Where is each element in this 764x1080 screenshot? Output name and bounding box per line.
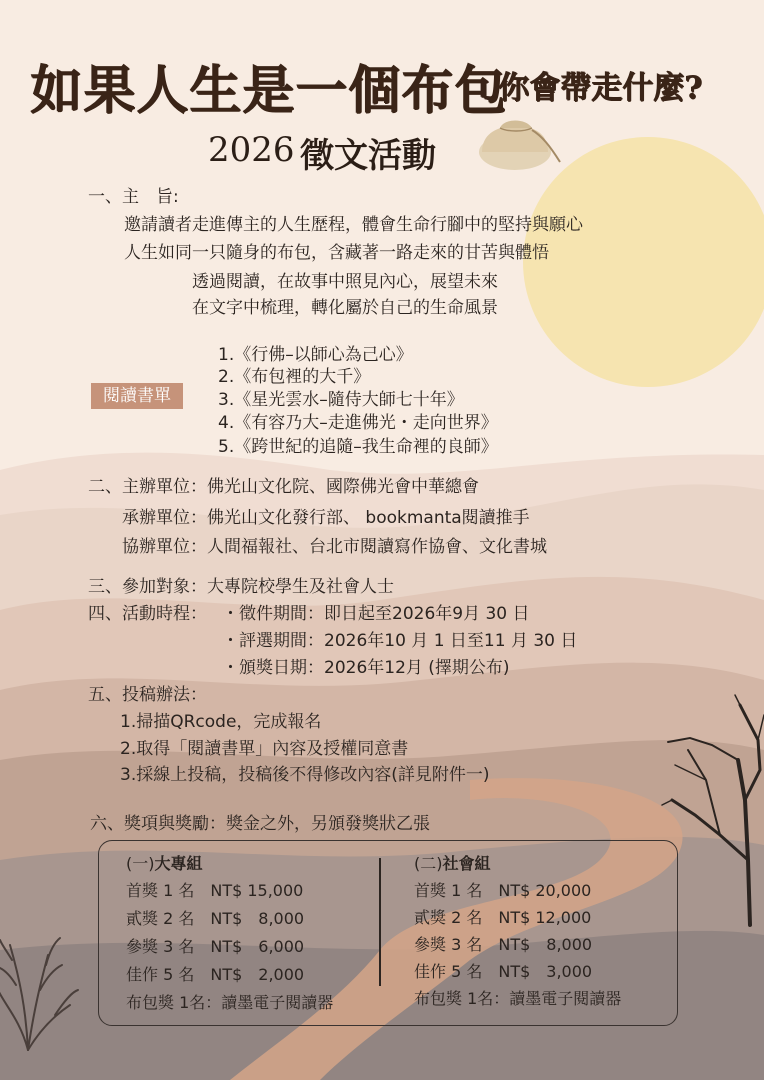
college-group-prefix: (一)	[126, 854, 155, 873]
college-prize-row: 貳獎 2 名 NT$ 8,000	[126, 909, 305, 928]
submission-label: 五、投稿辦法：	[88, 685, 207, 705]
organizer: 承辦單位：佛光山文化發行部、 bookmanta閱讀推手	[122, 508, 530, 528]
awards-label: 六、獎項與獎勵：獎金之外，另頒發獎狀乙張	[90, 814, 430, 834]
book-item: 3.《星光雲水–隨侍大師七十年》	[218, 390, 464, 410]
public-prize-row: 首獎 1 名 NT$ 20,000	[414, 881, 592, 900]
public-prize-row: 佳作 5 名 NT$ 3,000	[414, 962, 593, 981]
book-item: 2.《布包裡的大千》	[218, 367, 371, 387]
section-purpose-label: 一、主 旨:	[88, 187, 179, 207]
purpose-line-2: 人生如同一只隨身的布包，含藏著一路走來的甘苦與體悟	[124, 243, 549, 263]
participants: 三、參加對象：大專院校學生及社會人士	[88, 577, 394, 597]
co-organizer: 協辦單位：人間福報社、台北市閱讀寫作協會、文化書城	[122, 537, 547, 557]
college-group-name: 大專組	[154, 854, 203, 873]
reading-list-tag: 閱讀書單	[91, 383, 183, 409]
public-group-prefix: (二)	[414, 854, 443, 873]
public-prize-row: 布包獎 1名：讀墨電子閱讀器	[414, 989, 622, 1008]
book-item: 4.《有容乃大–走進佛光・走向世界》	[218, 413, 498, 433]
schedule-item: ・徵件期間：即日起至2026年9月 30 日	[222, 604, 530, 624]
submission-step: 3.採線上投稿，投稿後不得修改內容(詳見附件一)	[120, 765, 490, 785]
book-item: 1.《行佛–以師心為己心》	[218, 345, 413, 365]
public-prize-row: 貳獎 2 名 NT$ 12,000	[414, 908, 592, 927]
schedule-item: ・頒獎日期：2026年12月 (擇期公布)	[222, 658, 510, 678]
college-group-heading	[126, 851, 203, 874]
college-prize-row: 參獎 3 名 NT$ 6,000	[126, 937, 305, 956]
host-organizer: 二、主辦單位：佛光山文化院、國際佛光會中華總會	[88, 477, 479, 497]
purpose-line-4: 在文字中梳理，轉化屬於自己的生命風景	[192, 298, 498, 318]
event-title: 徵文活動	[300, 136, 436, 176]
event-year: 2026	[208, 130, 295, 170]
college-prize-row: 佳作 5 名 NT$ 2,000	[126, 965, 305, 984]
schedule-label: 四、活動時程：	[88, 604, 207, 624]
college-prize-row: 布包獎 1名：讀墨電子閱讀器	[126, 993, 334, 1012]
public-group-name: 社會組	[442, 854, 491, 873]
cloth-bag-icon	[470, 112, 565, 174]
purpose-line-3: 透過閱讀，在故事中照見內心，展望未來	[192, 272, 498, 292]
poster-subtitle: 你會帶走什麼?	[498, 70, 703, 106]
purpose-line-1: 邀請讀者走進傳主的人生歷程，體會生命行腳中的堅持與願心	[124, 215, 583, 235]
prize-divider	[379, 858, 381, 986]
submission-step: 1.掃描QRcode，完成報名	[120, 712, 322, 732]
public-prize-row: 參獎 3 名 NT$ 8,000	[414, 935, 593, 954]
schedule-item: ・評選期間：2026年10 月 1 日至11 月 30 日	[222, 631, 578, 651]
public-group-heading	[414, 851, 491, 874]
college-prize-row: 首獎 1 名 NT$ 15,000	[126, 881, 304, 900]
submission-step: 2.取得「閱讀書單」內容及授權同意書	[120, 739, 409, 759]
poster-title: 如果人生是一個布包	[30, 60, 508, 121]
book-item: 5.《跨世紀的追隨–我生命裡的良師》	[218, 437, 498, 457]
